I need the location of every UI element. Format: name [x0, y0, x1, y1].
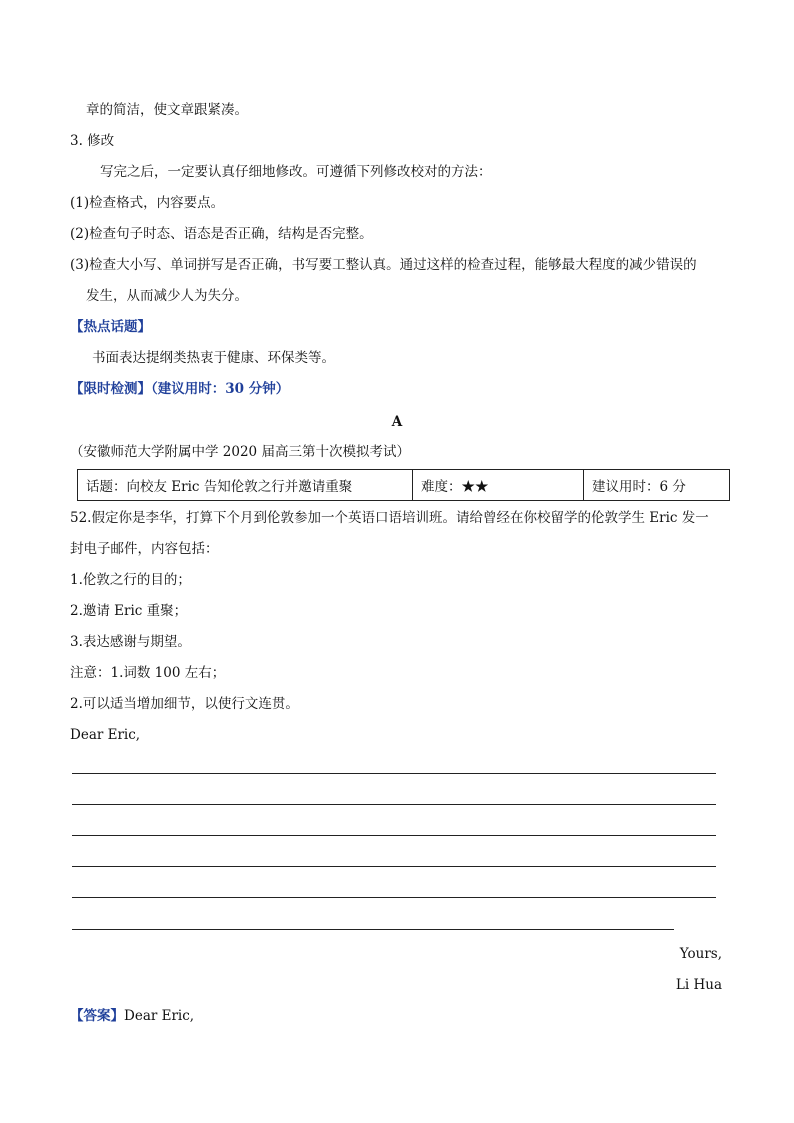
task-note-2: 2.可以适当增加细节，以使行文连贯。 [70, 696, 299, 712]
answer-row [70, 1007, 194, 1025]
task-prompt-line-2: 封电子邮件，内容包括： [70, 541, 219, 557]
writing-line [72, 804, 716, 805]
writing-line [72, 929, 674, 930]
writing-line [72, 866, 716, 867]
exam-source: （安徽师范大学附属中学 2020 届高三第十次模拟考试） [70, 444, 410, 460]
task-prompt-line-1: 52.假定你是李华，打算下个月到伦敦参加一个英语口语培训班。请给曾经在你校留学的伦敦学生 Eric 发一 [70, 510, 709, 526]
task-note-1: 注意：1.词数 100 左右； [70, 665, 226, 681]
difficulty-label: 难度： [421, 479, 462, 495]
writing-line [72, 835, 716, 836]
text-line-continuation: 章的简洁，使文章跟紧凑。 [86, 102, 248, 118]
list-item-check-tense: (2)检查句子时态、语态是否正确，结构是否完整。 [70, 226, 373, 242]
letter-signature: Li Hua [675, 977, 722, 993]
writing-line [72, 773, 716, 774]
topic-cell: 话题：向校友 Eric 告知伦敦之行并邀请重聚 [78, 470, 413, 501]
text-line-revise-intro: 写完之后，一定要认真仔细地修改。可遵循下列修改校对的方法： [100, 164, 492, 180]
answer-label: 【答案】 [70, 1008, 124, 1024]
answer-text: Dear Eric, [124, 1008, 195, 1024]
difficulty-cell [413, 470, 584, 501]
section-heading-revise: 3. 修改 [70, 133, 115, 149]
info-table [77, 469, 730, 501]
time-check-note: （建议用时：30 分钟） [151, 381, 290, 397]
task-point-2: 2.邀请 Eric 重聚； [70, 603, 188, 619]
letter-closing: Yours, [679, 946, 722, 962]
time-check-heading-row [70, 380, 289, 398]
hot-topic-heading: 【热点话题】 [70, 319, 151, 335]
star-icon: ★★ [461, 479, 489, 495]
time-cell: 建议用时：6 分 [584, 470, 730, 501]
hot-topic-text: 书面表达提纲类热衷于健康、环保类等。 [92, 350, 335, 366]
writing-line [72, 897, 716, 898]
section-letter: A [391, 414, 403, 430]
list-item-check-spelling: (3)检查大小写、单词拼写是否正确，书写要工整认真。通过这样的检查过程，能够最大程度的减少错误的 [70, 257, 697, 273]
text-line-reduce-errors: 发生，从而减少人为失分。 [86, 288, 248, 304]
task-point-3: 3.表达感谢与期望。 [70, 634, 191, 650]
time-check-heading: 【限时检测】 [70, 381, 151, 397]
letter-greeting: Dear Eric, [70, 727, 141, 743]
list-item-check-format: (1)检查格式，内容要点。 [70, 195, 225, 211]
task-point-1: 1.伦敦之行的目的； [70, 572, 191, 588]
